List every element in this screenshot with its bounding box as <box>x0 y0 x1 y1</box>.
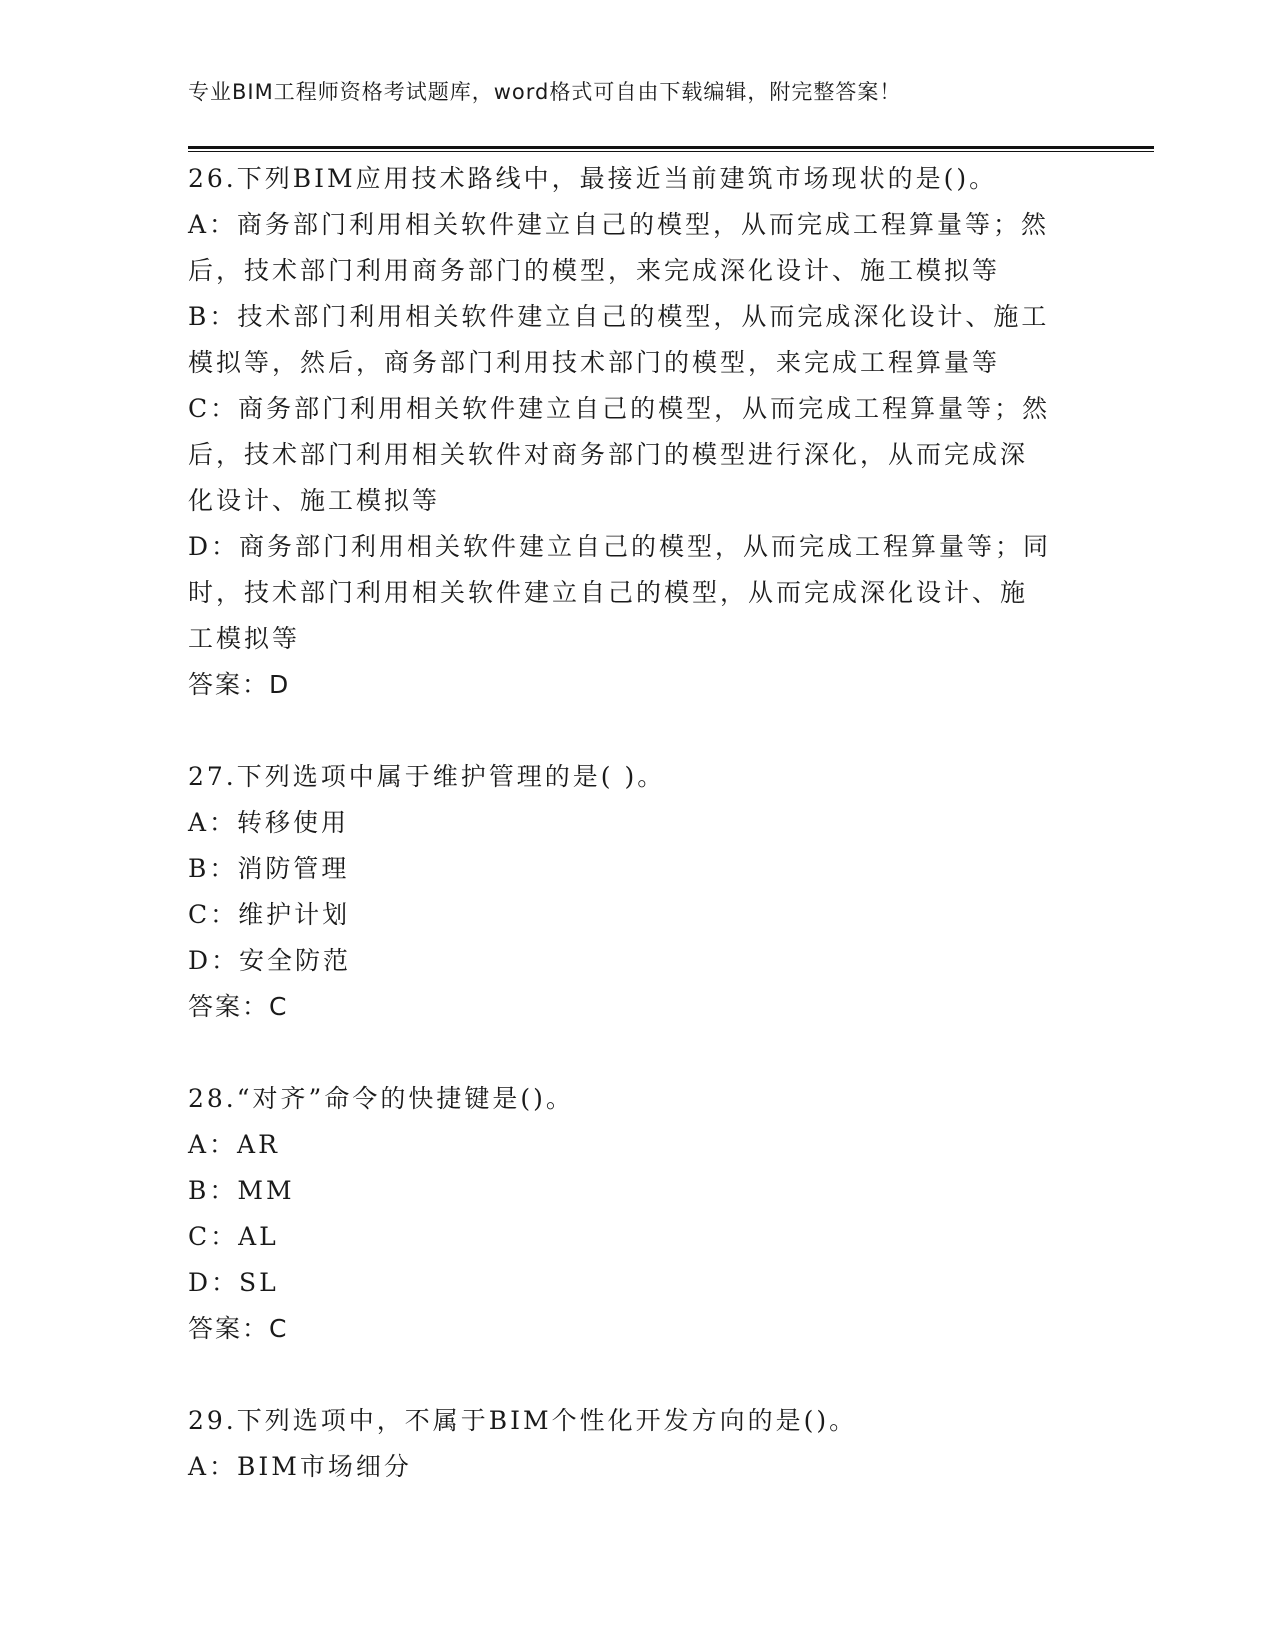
question-26 <box>188 156 1088 708</box>
answer-label: 答案：D <box>188 670 291 699</box>
question-28 <box>188 1076 1088 1352</box>
question-stem: 29.下列选项中，不属于BIM个性化开发方向的是()。 <box>188 1406 858 1435</box>
option-line: 化设计、施工模拟等 <box>188 486 441 515</box>
option-line: 后，技术部门利用商务部门的模型，来完成深化设计、施工模拟等 <box>188 256 1001 285</box>
answer-label: 答案：C <box>188 1314 289 1343</box>
question-spacer <box>188 1030 1088 1076</box>
header-rule-thin <box>188 151 1154 152</box>
option-line: B：技术部门利用相关软件建立自己的模型，从而完成深化设计、施工 <box>188 302 1050 331</box>
option-line: 模拟等，然后，商务部门利用技术部门的模型，来完成工程算量等 <box>188 348 1001 377</box>
page-header: 专业BIM工程师资格考试题库，word格式可自由下载编辑，附完整答案！ <box>188 80 902 104</box>
option-line: D：商务部门利用相关软件建立自己的模型，从而完成工程算量等；同 <box>188 532 1052 561</box>
question-spacer <box>188 708 1088 754</box>
option-b: B：MM <box>188 1176 295 1205</box>
option-c: C：维护计划 <box>188 900 351 929</box>
option-line: 后，技术部门利用相关软件对商务部门的模型进行深化，从而完成深 <box>188 440 1029 469</box>
answer-label: 答案：C <box>188 992 289 1021</box>
question-stem: 26.下列BIM应用技术路线中，最接近当前建筑市场现状的是()。 <box>188 164 998 193</box>
option-a: A：BIM市场细分 <box>188 1452 412 1481</box>
option-line: C：商务部门利用相关软件建立自己的模型，从而完成工程算量等；然 <box>188 394 1051 423</box>
option-d: D：SL <box>188 1268 279 1297</box>
header-rule-thick <box>188 146 1154 149</box>
question-29 <box>188 1398 1088 1490</box>
option-line: A：商务部门利用相关软件建立自己的模型，从而完成工程算量等；然 <box>188 210 1050 239</box>
option-line: 工模拟等 <box>188 624 301 653</box>
question-spacer <box>188 1352 1088 1398</box>
option-a: A：转移使用 <box>188 808 350 837</box>
option-c: C：AL <box>188 1222 279 1251</box>
question-list <box>188 156 1088 1490</box>
option-d: D：安全防范 <box>188 946 352 975</box>
option-line: 时，技术部门利用相关软件建立自己的模型，从而完成深化设计、施 <box>188 578 1029 607</box>
option-a: A：AR <box>188 1130 280 1159</box>
option-b: B：消防管理 <box>188 854 350 883</box>
question-stem: 27.下列选项中属于维护管理的是( )。 <box>188 762 666 791</box>
question-27 <box>188 754 1088 1030</box>
question-stem: 28.“对齐”命令的快捷键是()。 <box>188 1084 574 1113</box>
